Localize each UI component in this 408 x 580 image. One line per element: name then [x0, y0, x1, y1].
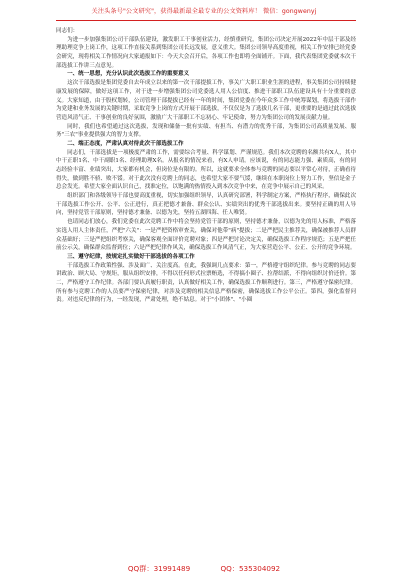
document-body [56, 27, 356, 305]
section-2-paragraph-3: 也请同志们放心，我们党委在此次竞聘工作中将会坚持党管干部的原则，坚持德才兼备，以德为先的用人标准，严格落实选人用人主体责任，严把"六关"：一是严把资格审查关，确保对他带"病"提拔；二是严把民主推荐关，确保被推荐人员群众基础好；三是严把组织考察关，确保客观全面评价竞聘对象；四是严把讨论决定关，确保选拔工作程序规范；五是严把任前公示关，确保群众监督到位；六是严把纪律作风关，确保选拔工作风清气正，为大家营造公平、公正、公开的竞争环境。 [56, 219, 356, 252]
section-1-paragraph-2: 同时，我们也希望通过这次选拔，发现和储备一批有实绩、有担当、有潜力的优秀干部，为集团公司高质量发展、服务"三农"事业提供强大的智力支撑。 [56, 123, 356, 139]
intro-paragraph: 为进一步加强集团公司干部队伍建设，激发职工干事创业活力，经慎重研究，集团公司决定开展2022年中层干部及经理助理竞争上岗工作，这项工作直接关系到集团公司长远发展，意义重大。集团公司领导高度重视，相关工作安排已经党委会研究，现将相关工作情况向大家通报如下：今天大会召开后，各项工作也即将全面铺开。下面，我代表集团党委就本次干部选拔工作讲三点意见。 [56, 36, 356, 69]
footer-qq: QQ：535304092 [220, 564, 281, 573]
section-2-paragraph-1: 同志们，干部选拔是一项极度严肃的工作，需要综合考量、科学谋划、严谨规范。我们本次竞聘的名额共有X人，其中中干正职1名、中干副职1名、经理助理X名。从报名的情况来看，有X人申请。应该说，有的同志能力强、素质高，有的同志经验丰富、业绩突出，大家都有机会，但岗位是有限的。所以，这就要求全体参与竞聘的同志要以平常心对待，正确看待得失，做到胜不骄、败不馁。对于此次没有竞聘上的同志，也希望大家不要气馁，继续在本职岗位上努力工作，坚信是金子总会发光。希望大家全面认识自己，找准定位，以饱满的热情投入到本次竞争中来，在竞争中展示自己的风采。 [56, 149, 356, 191]
footer-qq-group: QQ群：31991489 [127, 564, 191, 573]
page-footer [0, 564, 408, 574]
header-rule [56, 20, 356, 21]
section-3-paragraph-1: 干部选拔工作政策性强、涉及面广、关注度高。在此，我强调几点要求：第一，严格遵守组织纪律。参与竞聘的同志要讲政治、顾大局、守规矩，服从组织安排，不得以任何形式拉票贿选，不得搞小圈子、拉帮结派，不得向组织讨价还价。第二，严格遵守工作纪律。各部门要认真履行职责，认真做好相关工作，确保选拔工作顺利进行。第三，严格遵守保密纪律。所有参与竞聘工作的人员要严守保密纪律，对涉及竞聘的相关信息严格保密，确保选拔工作公平公正。第四，强化监督问责。对违反纪律的行为，一经发现，严肃处理，绝不姑息。对于"小团体"、"小圈 [56, 262, 356, 304]
section-heading-2: 二、端正态度，严肃认真对待此次干部选拔工作 [67, 140, 184, 147]
salutation: 同志们： [56, 28, 79, 34]
section-2-paragraph-2: 组织部门和各级领导干部也要高度重视，切实加强组织领导，认真研究部署，科学制定方案，严格执行程序，确保此次干部选拔工作公开、公平、公正进行，真正把德才兼备、群众公认、实绩突出的优秀干部选拔出来。要坚持正确的用人导向，坚持党管干部原则，坚持德才兼备、以德为先，坚持五湖四海、任人唯贤。 [56, 193, 356, 217]
section-heading-3: 三、遵守纪律，按规定扎实做好干部选拔的各项工作 [67, 253, 195, 260]
section-1-paragraph-1: 这次干部选拔是集团党委自去年成立以来的第一次干部提拔工作，事关广大职工职业生涯的进程，事关集团公司持续健康发展的保障，做好这项工作，对于进一步增强集团公司党委选人用人公信度、推进干部职工队伍建设具有十分重要的意义。大家知道，由于股权划转，公司管理干部提拔已经有一年的时间，集团党委在今年众多工作中统筹谋划，将选拔干部作为党建和业务发展的关键时期，采取竞争上岗的方式开展干部选拔，不仅仅是为了选拔几名干部，更重要的是通过此次选拔营造风清气正、干事创业的良好氛围，激励广大干部职工不忘初心、牢记使命，努力为集团公司的发展贡献力量。 [56, 80, 356, 121]
page-banner: 关注头条号"公文研究"，获得最新最全最专业的公文资料库！ 微信：gongwenyj [91, 8, 317, 15]
section-heading-1: 一、统一思想，充分认识此次选拔工作的重要意义 [67, 71, 190, 78]
